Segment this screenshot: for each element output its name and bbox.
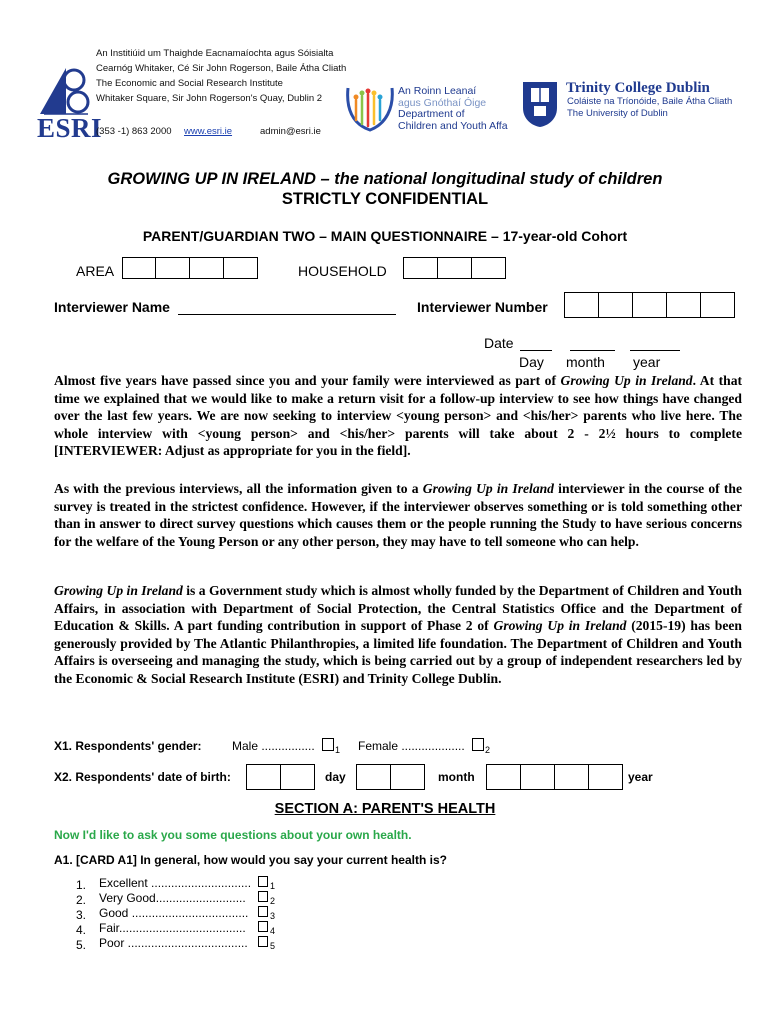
date-year-line[interactable] <box>630 350 680 351</box>
funding-paragraph <box>54 582 742 688</box>
x2-month-label: month <box>438 770 475 784</box>
date-month-label: month <box>566 354 605 370</box>
date-day-label: Day <box>519 354 544 370</box>
esri-line: The Economic and Social Research Institute <box>96 78 283 89</box>
confidentiality-paragraph <box>54 480 742 550</box>
interviewer-name-label: Interviewer Name <box>54 299 170 315</box>
x2-month-box[interactable] <box>356 764 391 790</box>
x1-male-checkbox[interactable] <box>322 738 334 751</box>
para-text: interviewer in the course of the survey is treated in the strictest confidence. However, if the interviewer observes something or is told something other than in answer to direct survey questions which causes them or the people running the Study to have serious concerns for the welfare of the Young Person or any other person, they may have to tell someone who can help. <box>54 481 743 549</box>
section-a-intro: Now I'd like to ask you some questions about your own health. <box>54 828 412 842</box>
x1-male-label: Male ................ <box>232 739 315 753</box>
esri-contact <box>96 124 356 139</box>
interviewer-name-line[interactable] <box>178 314 396 315</box>
x2-day-box[interactable] <box>246 764 281 790</box>
option-code: 3 <box>270 911 276 921</box>
a1-option[interactable] <box>76 891 316 906</box>
option-code: 1 <box>270 881 276 891</box>
date-month-line[interactable] <box>570 350 615 351</box>
esri-logo-icon <box>38 66 90 116</box>
option-number: 1. <box>76 878 87 892</box>
para-study-name: Growing Up in Ireland <box>54 583 183 598</box>
x2-day-box[interactable] <box>280 764 315 790</box>
para-study-name: Growing Up in Ireland <box>493 618 627 634</box>
area-box[interactable] <box>122 257 156 279</box>
tcd-crest-icon <box>521 80 559 128</box>
questionnaire-heading: PARENT/GUARDIAN TWO – MAIN QUESTIONNAIRE – 17-year-old Cohort <box>142 228 628 244</box>
option-number: 2. <box>76 893 87 907</box>
x2-year-box[interactable] <box>554 764 589 790</box>
para-study-name: Growing Up in Ireland <box>422 481 554 496</box>
date-year-label: year <box>633 354 661 370</box>
option-code: 2 <box>270 896 276 906</box>
dept-logo <box>342 80 398 134</box>
esri-line: Cearnóg Whitaker, Cé Sir John Rogerson, Baile Átha Cliath <box>96 63 347 74</box>
a1-question: A1. [CARD A1] In general, how would you say your current health is? <box>54 853 447 867</box>
esri-email: admin@esri.ie <box>260 126 321 137</box>
area-label: AREA <box>76 263 115 279</box>
option-code: 4 <box>270 926 276 936</box>
interviewer-number-box[interactable] <box>564 292 599 318</box>
household-box[interactable] <box>471 257 506 279</box>
para-text: . At that time we explained that we would like to make a return visit for a follow-up interview to see how things have changed over the last few years. We are now seeking to interview <young person> and <his/her> parents who live here. The whole interview with <young person> and <his/her> parents will take about 2 - 2½ hours to complete [INTERVIEWER: Adjust as appropriate for you in the field]. <box>54 373 743 459</box>
x2-year-box[interactable] <box>588 764 623 790</box>
a1-option-checkbox[interactable] <box>258 921 268 932</box>
x2-year-label: year <box>628 770 653 784</box>
x1-female-checkbox[interactable] <box>472 738 484 751</box>
tcd-subtitle <box>567 96 732 120</box>
area-box[interactable] <box>155 257 190 279</box>
a1-option-checkbox[interactable] <box>258 906 268 917</box>
a1-options <box>76 876 316 951</box>
x2-year-box[interactable] <box>486 764 521 790</box>
para-text: (2015-19) has been generously provided by The Atlantic Philanthropies, a limited life foundation. The Department of Children and Youth Affairs is overseeing and managing the study, which is being carried out by a group of independent researchers led by the Economic & Social Research Institute (ESRI) and Trinity College Dublin. <box>54 618 742 686</box>
a1-option[interactable] <box>76 921 316 936</box>
option-label: Good ................................... <box>99 906 249 920</box>
a1-option[interactable] <box>76 906 316 921</box>
x1-female-label: Female ................... <box>358 739 465 753</box>
x2-label: X2. Respondents' date of birth: <box>54 770 231 784</box>
interviewer-number-box[interactable] <box>598 292 633 318</box>
page-title: GROWING UP IN IRELAND – the national longitudinal study of children <box>107 170 663 188</box>
date-day-line[interactable] <box>520 350 552 351</box>
esri-address <box>96 46 346 106</box>
option-number: 5. <box>76 938 87 952</box>
household-box[interactable] <box>403 257 438 279</box>
para-study-name: Growing Up in Ireland <box>560 373 693 388</box>
interviewer-number-box[interactable] <box>700 292 735 318</box>
interviewer-number-label: Interviewer Number <box>417 299 548 315</box>
x2-year-box[interactable] <box>520 764 555 790</box>
x2-day-label: day <box>325 770 346 784</box>
para-text: is a Government study which is almost wholly funded by the Department of Children and Youth Affairs, in association with Department of Social Protection, the Central Statistics Office and the Department of Education & Skills. A part funding contribution in support of Phase 2 of <box>54 583 742 634</box>
x2-month-box[interactable] <box>390 764 425 790</box>
intro-paragraph <box>54 372 742 460</box>
a1-option-checkbox[interactable] <box>258 936 268 947</box>
option-label: Fair...................................... <box>99 921 246 935</box>
option-label: Poor .................................... <box>99 936 248 950</box>
para-text: As with the previous interviews, all the information given to a <box>54 481 423 496</box>
option-number: 4. <box>76 923 87 937</box>
page-subtitle: STRICTLY CONFIDENTIAL <box>281 190 489 208</box>
option-code: 5 <box>270 941 276 951</box>
esri-web-link[interactable]: www.esri.ie <box>184 126 233 137</box>
para-text: Almost five years have passed since you and your family were interviewed as part of <box>54 373 561 388</box>
x1-label: X1. Respondents' gender: <box>54 739 202 753</box>
date-label: Date <box>484 335 514 351</box>
esri-logo-text: ESRI <box>37 113 103 143</box>
tcd-title: Trinity College Dublin <box>566 80 710 96</box>
dept-name <box>398 86 508 132</box>
dept-line: Children and Youth Affa <box>398 119 508 132</box>
x1-female-code: 2 <box>485 745 491 755</box>
option-label: Excellent .............................. <box>99 876 252 890</box>
household-label: HOUSEHOLD <box>298 263 387 279</box>
a1-option[interactable] <box>76 936 316 951</box>
option-number: 3. <box>76 908 87 922</box>
a1-option[interactable] <box>76 876 316 891</box>
esri-line: An Institiúid um Thaighde Eacnamaíochta agus Sóisialta <box>96 48 334 59</box>
dept-line: Department of <box>398 108 465 120</box>
x1-male-code: 1 <box>335 745 341 755</box>
tcd-sub-line: Coláiste na Tríonóide, Baile Átha Cliath <box>567 96 733 107</box>
interviewer-number-box[interactable] <box>666 292 701 318</box>
interviewer-number-box[interactable] <box>632 292 667 318</box>
tcd-sub-line: The University of Dublin <box>567 108 668 119</box>
area-box[interactable] <box>223 257 258 279</box>
tcd-crest <box>521 80 559 128</box>
dept-line: agus Gnóthaí Óige <box>398 96 487 109</box>
section-a-heading: SECTION A: PARENT'S HEALTH <box>274 801 496 817</box>
esri-line: Whitaker Square, Sir John Rogerson's Quay, Dublin 2 <box>96 93 323 104</box>
area-box[interactable] <box>189 257 224 279</box>
a1-option-checkbox[interactable] <box>258 891 268 902</box>
a1-option-checkbox[interactable] <box>258 876 268 887</box>
option-label: Very Good........................... <box>99 891 246 905</box>
children-harp-icon <box>342 80 398 134</box>
household-box[interactable] <box>437 257 472 279</box>
dept-line: An Roinn Leanaí <box>398 85 477 97</box>
esri-phone: (353 -1) 863 2000 <box>96 126 172 137</box>
